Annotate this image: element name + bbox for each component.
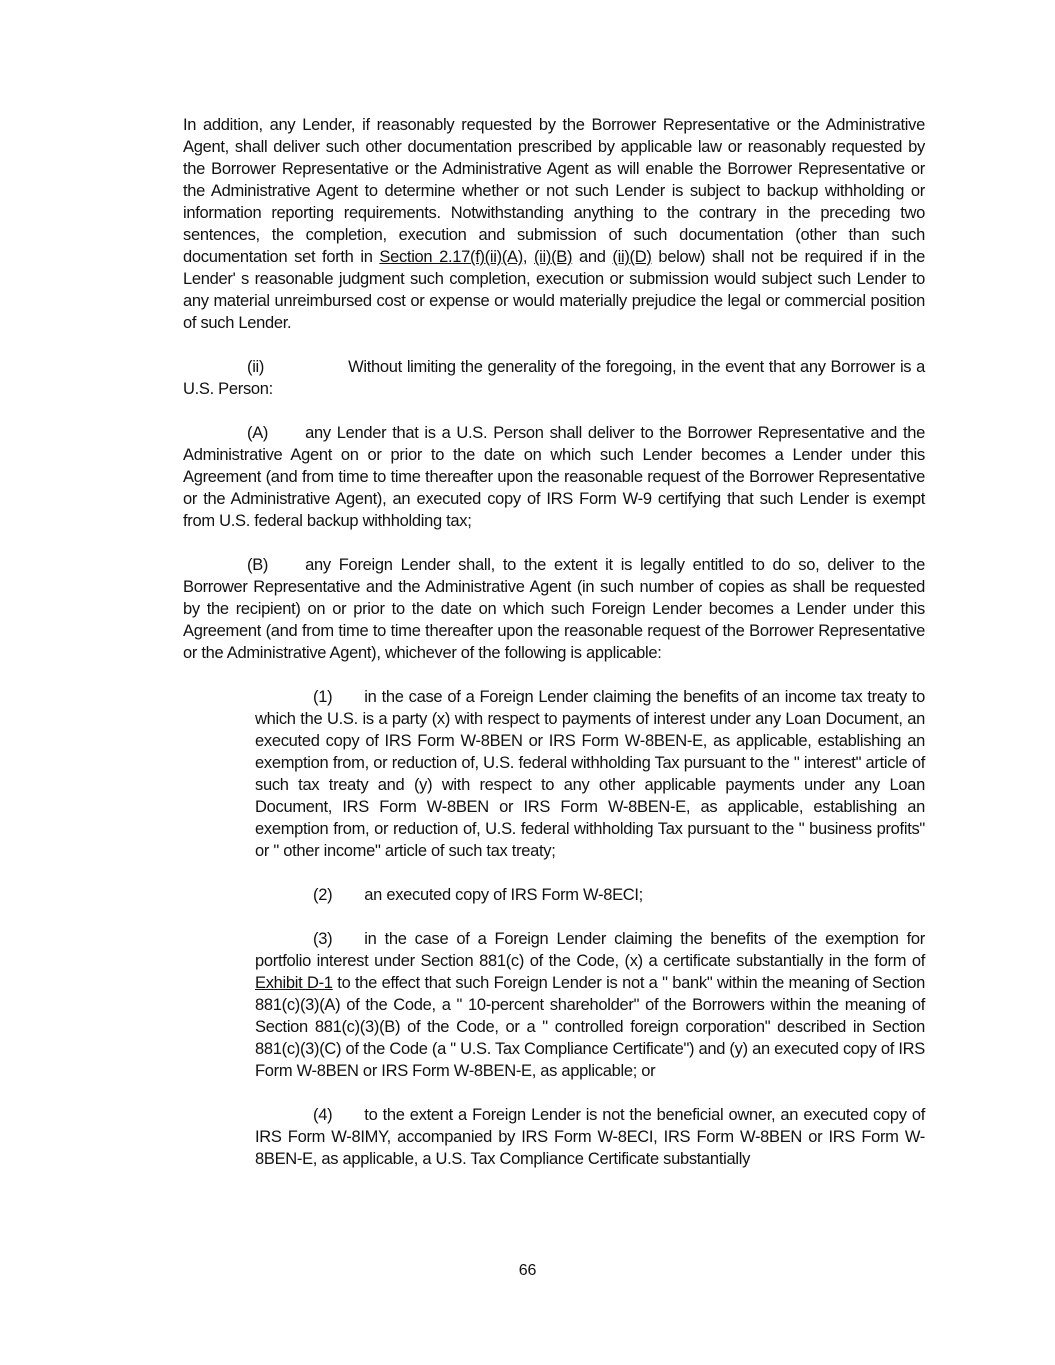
item-marker: (3) [313, 930, 333, 948]
body-text: Without limiting the generality of the foregoing, in the event that any Borrower is a U.S. Person: [183, 358, 925, 398]
body-text: in the case of a Foreign Lender claiming the benefits of the exemption for portfolio interest under Section 881(c) of the Code, (x) a certificate substantially in the form of [255, 930, 925, 970]
exhibit-reference: Exhibit D-1 [255, 974, 333, 992]
body-text: In addition, any Lender, if reasonably requested by the Borrower Representative or the Administrative Agent, shall deliver such other documentation prescribed by applicable law or reasonably requested by the Borrower Representative or the Administrative Agent as will enable the Borrower Representative or the Administrative Agent to determine whether or not such Lender is subject to backup withholding or information reporting requirements. Notwithstanding anything to the contrary in the preceding two sentences, the completion, execution and submission of such documentation (other than such documentation set forth in [183, 116, 925, 266]
body-text: to the extent a Foreign Lender is not the beneficial owner, an executed copy of IRS Form W-8IMY, accompanied by IRS Form W-8ECI, IRS Form W-8BEN or IRS Form W-8BEN-E, as applicable, a U.S. Tax Compliance Certificate substantially [255, 1106, 925, 1168]
body-text: any Lender that is a U.S. Person shall deliver to the Borrower Representative and the Administrative Agent on or prior to the date on which such Lender becomes a Lender under this Agreement (and from time to time thereafter upon the reasonable request of the Borrower Representative or the Administrative Agent), an executed copy of IRS Form W-9 certifying that such Lender is exempt from U.S. federal backup withholding tax; [183, 424, 925, 530]
item-marker: (4) [313, 1106, 333, 1124]
item-marker: (1) [313, 688, 333, 706]
section-reference: (ii)(D) [612, 248, 652, 266]
item-marker: (2) [313, 886, 333, 904]
section-reference: (ii)(B) [533, 248, 573, 266]
list-item-4 [255, 1104, 925, 1170]
paragraph-intro [183, 114, 925, 334]
clause-marker: (B) [247, 556, 269, 574]
clause-ii [183, 356, 925, 400]
body-text: below) shall not be required if in the Lender' s reasonable judgment such completion, execution or submission would subject such Lender to any material unreimbursed cost or expense or would materially prejudice the legal or commercial position of such Lender. [183, 248, 925, 332]
body-text: to the effect that such Foreign Lender is not a " bank" within the meaning of Section 881(c)(3)(A) of the Code, a " 10-percent shareholder" of the Borrowers within the meaning of Section 881(c)(3)(B) of the Code, or a " controlled foreign corporation" described in Section 881(c)(3)(C) of the Code (a " U.S. Tax Compliance Certificate") and (y) an executed copy of IRS Form W-8BEN or IRS Form W-8BEN-E, as applicable; or [255, 974, 925, 1080]
list-item-3 [255, 928, 925, 1082]
clause-a [183, 422, 925, 532]
list-item-2 [255, 884, 925, 906]
body-text: an executed copy of IRS Form W-8ECI; [364, 886, 643, 904]
body-text: in the case of a Foreign Lender claiming the benefits of an income tax treaty to which the U.S. is a party (x) with respect to payments of interest under any Loan Document, an executed copy of IRS Form W-8BEN or IRS Form W-8BEN-E, as applicable, establishing an exemption from, or reduction of, U.S. federal withholding Tax pursuant to the " interest" article of such tax treaty and (y) with respect to any other applicable payments under any Loan Document, IRS Form W-8BEN or IRS Form W-8BEN-E, as applicable, establishing an exemption from, or reduction of, U.S. federal withholding Tax pursuant to the " business profits" or " other income" article of such tax treaty; [255, 688, 925, 860]
body-text: , [522, 248, 534, 266]
list-item-1 [255, 686, 925, 862]
clause-b [183, 554, 925, 664]
section-reference: Section 2.17(f)(ii)(A) [379, 248, 523, 266]
body-text: and [572, 248, 613, 266]
page-number: 66 [518, 1262, 537, 1279]
clause-marker: (A) [247, 424, 269, 442]
body-text: any Foreign Lender shall, to the extent it is legally entitled to do so, deliver to the Borrower Representative and the Administrative Agent (in such number of copies as shall be requested by the recipient) on or prior to the date on which such Foreign Lender becomes a Lender under this Agreement (and from time to time thereafter upon the reasonable request of the Borrower Representative or the Administrative Agent), whichever of the following is applicable: [183, 556, 925, 662]
document-body [183, 114, 925, 1192]
clause-marker: (ii) [247, 358, 265, 376]
